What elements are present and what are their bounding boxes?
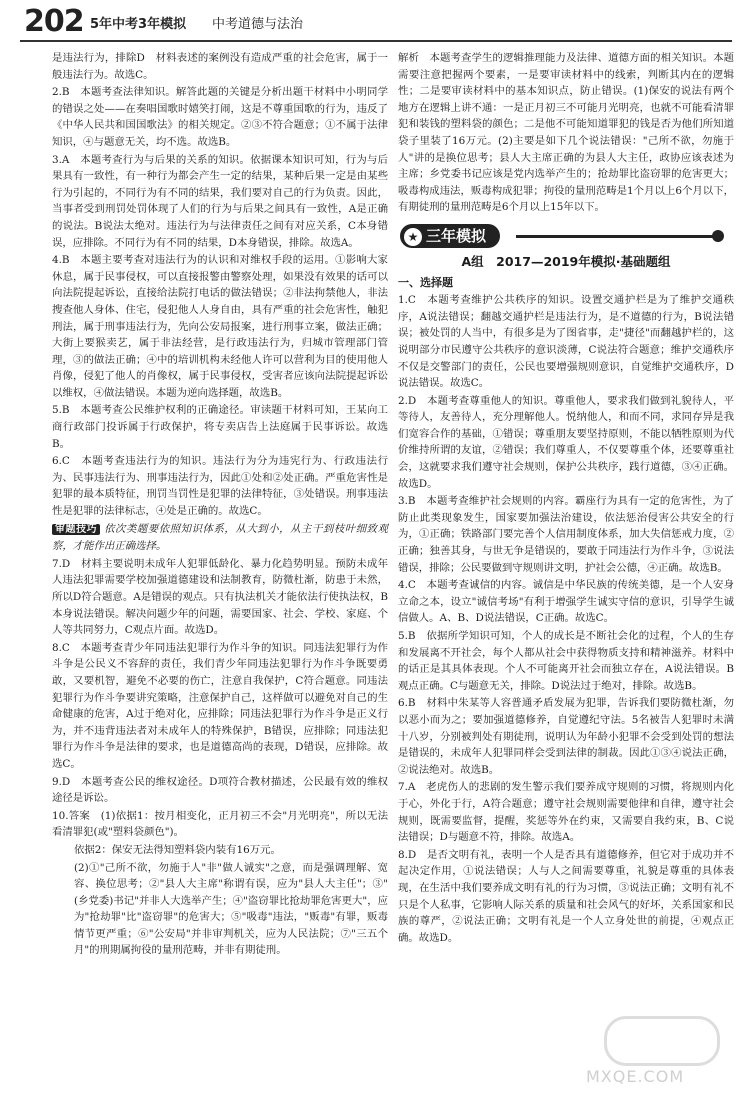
answer-item: 依据2：保安无法得知塑料袋内装有16万元。: [74, 843, 281, 856]
section-heading: 一、选择题: [398, 275, 453, 289]
answer-item: 9.D 本题考查公民的维权途径。D项符合教材描述，公民最有效的维权途径是诉讼。: [52, 775, 388, 805]
answer-item: 3.B 本题考查维护社会规则的内容。霸座行为具有一定的危害性，为了防止此类现象发生，国家要加强法治建设，依法惩治侵害公共安全的行为，①正确；铁路部门要完善个人信用制度体系，加大失信惩戒力度，②正确；独善其身，与世无争是错误的，要敢于同违法行为作斗争，③说法错误，排除；公民要做到守规则讲文明，护社会公德，④正确。故选B。: [398, 495, 734, 574]
banner-dot: [712, 230, 724, 242]
section-banner: [398, 222, 734, 250]
answer-item: 6.B 材料中朱某等人容普通矛盾发展为犯罪，告诉我们要防微杜渐，勿以恶小而为之；要加强道德修养，自觉遵纪守法。5名被告人犯罪时未满十八岁，分别被判处有期徒刑，说明认为年龄小犯罪不会受到处罚的想法是错误的，未成年人犯罪同样会受到法律的制裁。因此①③④说法正确，②说法绝对。故选B。: [398, 697, 734, 776]
answer-item: 2.D 本题考查尊重他人的知识。尊重他人，要求我们做到礼貌待人，平等待人，友善待人，充分理解他人。悦纳他人，和而不同，求同存异是我们宽容合作的基础，①错误；尊重朋友要坚持原则，不能以牺牲原则为代价维持所谓的友谊，②错误；我们尊重人，不仅要尊重个体，还要尊重社会，这就要求我们遵守社会规则，保护公共秩序，践行道德，③④正确。故选D。: [398, 394, 734, 490]
answer-item: 2.B 本题考查法律知识。解答此题的关键是分析出题干材料中小明同学的错误之处——在奏唱国歌时嬉笑打闹，这是不尊重国歌的行为，违反了《中华人民共和国国歌法》的相关规定。②③不符合题意；①不属于法律知识，④与题意无关，均不选。故选B。: [52, 86, 388, 148]
analysis-item: 解析 本题考查学生的逻辑推理能力及法律、道德方面的相关知识。本题需要注意把握两个要素，一是要审读材料中的线索，判断其内在的逻辑性；二是要审读材料中的基本知识点，防止错误。(1)保安的说法有两个地方在逻辑上讲不通：一是正月初三不可能月光明亮，也就不可能看清罪犯和装钱的塑料袋的颜色；二是他不可能知道罪犯的钱是否为他们所知道袋子里装了16万元。(2)主要是如下几个说法错误："己所不欲，勿施于人"讲的是换位思考；县人大主席正确的为县人大主任，政协应该表述为主席；乡党委书记应该是党内选举产生的；抢劫罪比盗窃罪的危害更大；吸毒构成违法，贩毒构成犯罪；拘役的量刑范畴是1个月以上6个月以下，有期徒刑的量刑范畴是6个月以上15年以下。: [398, 52, 734, 214]
watermark-text: MXQE.COM: [586, 1067, 685, 1086]
answer-item: 8.C 本题考查青少年同违法犯罪行为作斗争的知识。同违法犯罪行为作斗争是公民义不容辞的责任，我们青少年同违法犯罪行为作斗争既要勇敢，又要机智，避免不必要的伤亡，注意自我保护，C符合题意。同违法犯罪行为作斗争要讲究策略，注意保护自己，这样做可以避免对自己的生命健康的危害，A过于绝对化，应排除；同违法犯罪行为作斗争是正义行为，并不违背违法者对未成年人的特殊保护，B错误，应排除；同违法犯罪行为作斗争是法律的要求，也是道德高尚的表现，D错误，应排除。故选C。: [52, 641, 388, 770]
group-heading: A组 2017—2019年模拟·基础题组: [461, 253, 671, 269]
left-column: [52, 50, 388, 960]
banner-badge: [400, 224, 500, 248]
answer-item: (2)①"己所不欲，勿施于人"非"做人诚实"之意，而是强调理解、宽容、换位思考；②"县人大主席"称谓有误，应为"县人大主任"；③"(乡党委)书记"并非人大选举产生；④"盗窃罪比抢劫罪危害更大"，应为"抢劫罪"比"盗窃罪"的危害大；⑤"吸毒"违法，"贩毒"有罪，贩毒情节更严重；⑥"公安局"并非审判机关，应为人民法院；⑦"三五个月"的刑期属拘役的量刑范畴，并非有期徒刑。: [74, 861, 388, 957]
answer-item: 5.B 本题考查公民维护权利的正确途径。审读题干材料可知，王某向工商行政部门投诉属于行政保护，将专卖店告上法庭属于民事诉讼。故选B。: [52, 404, 388, 450]
answer-item: 8.D 是否文明有礼，表明一个人是否具有道德修养，但它对于成功并不起决定作用，①说法错误；人与人之间需要尊重，礼貌是尊重的具体表现，在生活中我们要养成文明有礼的行为习惯，③说法正确；文明有礼不只是个人私事，它影响人际关系的质量和社会风气的好坏，关系国家和民族的尊严，②说法正确；文明有礼是一个人立身处世的前提，④观点正确。故选D。: [398, 848, 734, 944]
star-icon: ★: [404, 228, 422, 246]
header-rule: [20, 40, 732, 42]
tip-label: 审题技巧: [52, 524, 100, 535]
answer-item: 5.B 依据所学知识可知，个人的成长是不断社会化的过程，个人的生存和发展离不开社会，每个人都从社会中获得物质支持和精神滋养。材料中的话正是其具体表现。个人不可能离开社会而独立存在，A说法错误。B观点正确。C与题意无关，排除。D说法过于绝对，排除。故选B。: [398, 630, 734, 692]
banner-label: 三年模拟: [426, 226, 487, 245]
page-header: [0, 0, 750, 44]
page-number: 202: [24, 4, 84, 39]
answer-item: 3.A 本题考查行为与后果的关系的知识。依据课本知识可知，行为与后果具有一致性，有一种行为都会产生一定的结果，某种后果一定是由某些行为引起的，不同行为有不同的结果，我们要对自己的行为负责。因此，当事者受到刑罚处罚体现了人们的行为与后果之间具有一致性，A是正确的说法。B说法太绝对。违法行为与法律责任之间有对应关系，C本身错误，应排除。不同行为有不同的结果，D本身错误，排除。故选A。: [52, 153, 388, 249]
answer-item: 10.答案 (1)依据1：按月相变化，正月初三不会"月光明亮"，所以无法看清罪犯(或"塑料袋颜色")。: [52, 809, 388, 839]
answer-item: 7.A 老虎伤人的悲剧的发生警示我们要养成守规则的习惯，将规则内化于心，外化于行，A符合题意；遵守社会规则需要他律和自律，遵守社会规则，既需要监督，提醒，奖惩等外在约束，又需要自我约束，B、C说法错误；D与题意不符，排除。故选A。: [398, 781, 734, 844]
right-column: [398, 50, 734, 947]
answer-item: 4.C 本题考查诚信的内容。诚信是中华民族的传统美德，是一个人安身立命之本，设立"诚信考场"有利于增强学生诚实守信的意识，引导学生诚信做人。A、B、D说法错误，C正确。故选C。: [398, 579, 734, 625]
exam-tip: [52, 521, 388, 555]
banner-line: [516, 235, 714, 238]
subject-title: 中考道德与法治: [212, 17, 304, 32]
answer-item: 4.B 本题主要考查对违法行为的认识和对维权手段的运用。①影响大家休息，属于民事侵权，可以直接报警由警察处理，如果没有效果的话可以向法院提起诉讼，直接给法院打电话的做法错误；②非法拘禁他人，非法搜查他人身体、住宅，侵犯他人人身自由，具有严重的社会危害性，触犯刑法，属于刑事违法行为，先向公安局报案，进行刑事立案，做法正确；大街上要猴卖艺，属于非法经营，是行政违法行为，归城市管理部门管理，③的做法正确；④中的培训机构未经他人许可以营利为目的使用他人肖像，侵犯了他人的肖像权，属于民事侵权，受害者应该向法院提起诉讼以维权，④做法错误。本题为逆向选择题，故选B。: [52, 254, 388, 399]
answer-item: 1.C 本题考查维护公共秩序的知识。设置交通护栏是为了维护交通秩序，A说法错误；翻越交通护栏是违法行为，是不道德的行为，B说法错误；被处罚的人当中，有很多是为了图省事，走"捷径"而翻越护栏的，这说明部分市民遵守公共秩序的意识淡薄，C说法符合题意；维护交通秩序不仅是交警部门的责任，公民也要增强规则意识，自觉维护交通秩序，D说法错误。故选C。: [398, 294, 734, 390]
answer-item: 6.C 本题考查违法行为的知识。违法行为分为违宪行为、行政违法行为、民事违法行为、刑事违法行为，因此①处和②处正确。严重危害性是犯罪的最本质特征，刑罚当罚性是犯罪的法律特征，③处错误。刑事违法性是犯罪的法律标志，④处是正确的。故选C。: [52, 455, 388, 518]
tip-text: 依次类题要依照知识体系，从大到小，从主干到枝叶细致观察，才能作出正确选择。: [52, 522, 389, 553]
answer-item: 7.D 材料主要说明未成年人犯罪低龄化、暴力化趋势明显。预防未成年人违法犯罪需要学校加强道德建设和法制教育，防微杜渐，防患于未然，所以D符合题意。A是错误的观点。只有执法机关才能依法行使执法权，B本身说法错误。解决问题少年的问题，需要国家、社会、学校、家庭、个人等共同努力，C观点片面。故选D。: [52, 557, 388, 637]
watermark-badge: [604, 1016, 720, 1066]
answer-item: 是违法行为，排除D 材料表述的案例没有造成严重的社会危害，属于一般违法行为。故选C。: [52, 52, 388, 81]
book-title: 5年中考3年模拟: [90, 17, 187, 32]
watermark-logo: [586, 1016, 736, 1086]
